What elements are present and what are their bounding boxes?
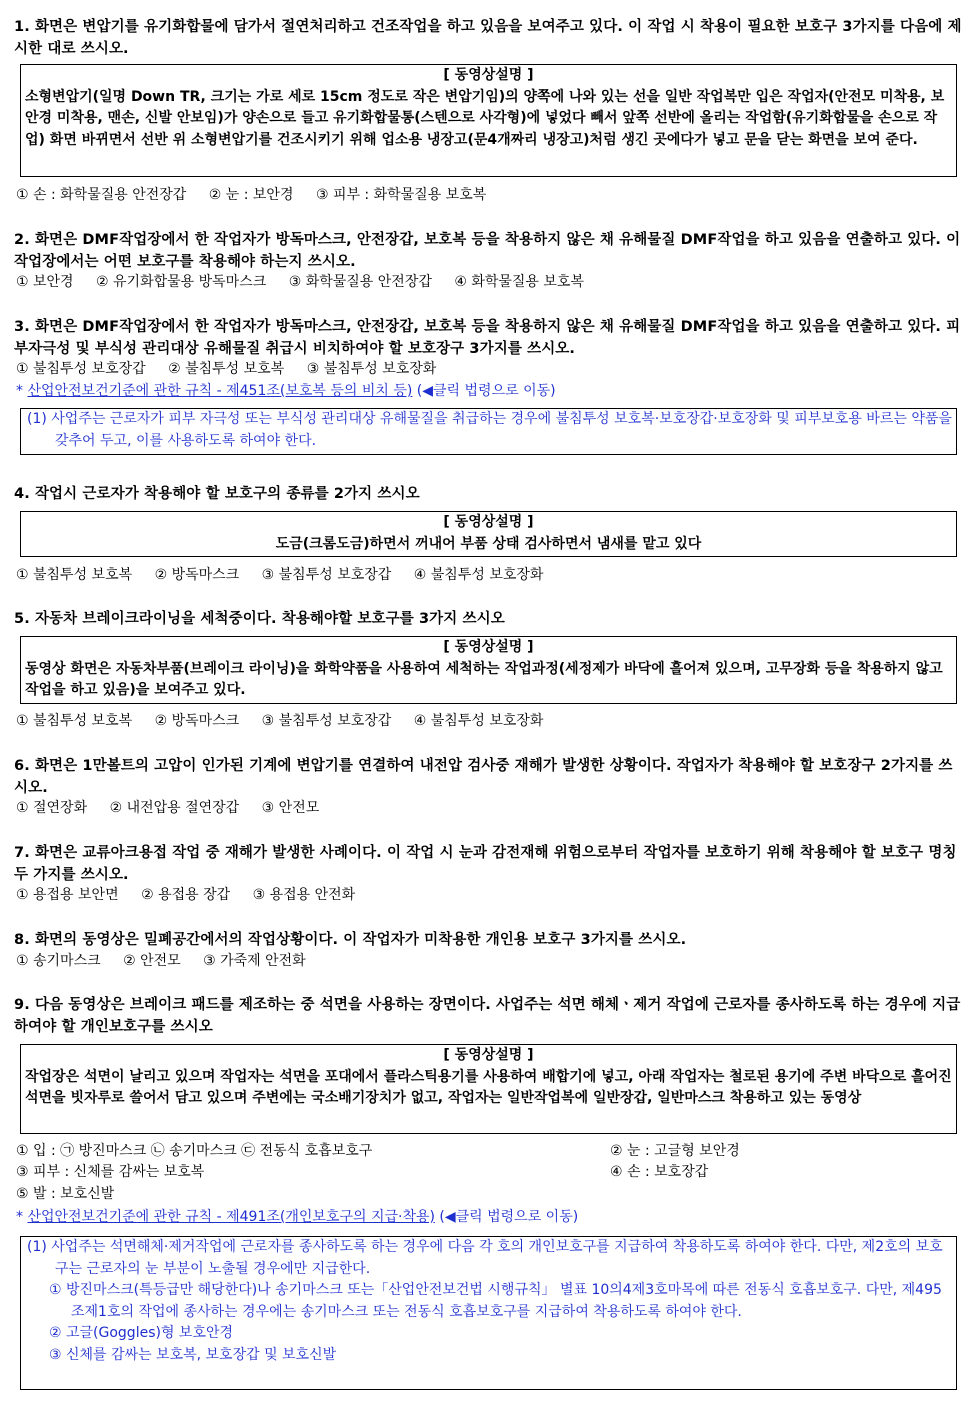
question-7: 7. 화면은 교류아크용접 작업 중 재해가 발생한 사례이다. 이 작업 시 눈과 감전재해 위험으로부터 작업자를 보호하기 위해 착용해야 할 보호구 명칭 두 가지를 쓰시오. bbox=[14, 845, 957, 883]
question-4: 4. 작업시 근로자가 착용해야 할 보호구의 종류를 2가지 쓰시오 bbox=[14, 486, 420, 502]
answer: ③ 불침투성 보호장갑 bbox=[261, 567, 392, 583]
answer: ① 불침투성 보호복 bbox=[16, 713, 133, 729]
law-item: ① 방진마스크(특등급만 해당한다)나 송기마스크 또는「산업안전보건법 시행규칙」 별표 10의4제3호마목에 따른 전동식 호흡보호구. 다만, 제495조제1호의 작업에 종사하는 경우에는 송기마스크 또는 전동식 호흡보호구를 지급하여 착용하도록 하여야 한다. bbox=[49, 1282, 942, 1320]
answer: ② 용접용 장갑 bbox=[141, 887, 231, 903]
answer-hand: ④ 손 : 보호장갑 bbox=[610, 1164, 709, 1180]
law-item: ② 고글(Goggles)형 보호안경 bbox=[49, 1325, 234, 1342]
question-3: 3. 화면은 DMF작업장에서 한 작업자가 방독마스크, 안전장갑, 보호복 등을 착용하지 않은 채 유해물질 DMF작업을 하고 있음을 연출하고 있다. 피부자극성 및 부식성 관리대상 유해물질 취급시 비치하여야 할 보호장구 3가지를 쓰시오. bbox=[14, 319, 961, 357]
question-6: 6. 화면은 1만볼트의 고압이 인가된 기계에 변압기를 연결하여 내전압 검사중 재해가 발생한 상황이다. 작업자가 착용해야 할 보호장구 2가지를 쓰시오. bbox=[14, 758, 953, 796]
answers-8 bbox=[16, 951, 324, 972]
answer: ④ 불침투성 보호장화 bbox=[413, 713, 544, 729]
link-bullet: * bbox=[16, 1209, 28, 1225]
question-1: 1. 화면은 변압기를 유기화합물에 담가서 절연처리하고 건조작업을 하고 있음을 보여주고 있다. 이 작업 시 착용이 필요한 보호구 3가지를 다음에 제시한 대로 쓰시오. bbox=[14, 19, 962, 57]
answer-mouth: ① 입 : ㉠ 방진마스크 ㉡ 송기마스크 ㉢ 전동식 호흡보호구 bbox=[16, 1143, 373, 1159]
answers-7 bbox=[16, 885, 373, 906]
box-title: [ 동영상설명 ] bbox=[443, 1047, 534, 1063]
question-5: 5. 자동차 브레이크라이닝을 세척중이다. 착용해야할 보호구를 3가지 쓰시오 bbox=[14, 611, 505, 627]
answer: ③ 화학물질용 안전장갑 bbox=[288, 274, 432, 290]
law-text: (1) 사업주는 근로자가 피부 자극성 또는 부식성 관리대상 유해물질을 취급하는 경우에 불침투성 보호복·보호장갑·보호장화 및 피부보호용 바르는 약품을 갖추어 두고, 이를 사용하도록 하여야 한다. bbox=[27, 411, 952, 449]
law-text-box-3 bbox=[20, 408, 957, 455]
answer: ① 불침투성 보호복 bbox=[16, 567, 133, 583]
answer: ② 방독마스크 bbox=[154, 567, 240, 583]
box-body: 소형변압기(일명 Down TR, 크기는 가로 세로 15cm 정도로 작은 변압기임)의 양쪽에 나와 있는 선을 일반 작업복만 입은 작업자(안전모 미착용, 보안경 미착용, 맨손, 신발 안보임)가 양손으로 들고 유기화합물통(스텐으로 사각형)에 넣었다 빼서 앞쪽 선반에 올리는 작업함(유기화합물을 손으로 작업) 화면 바뀌면서 선반 위 소형변압기를 건조시키기 위해 업소용 냉장고(문4개짜리 냉장고)처럼 생긴 곳에다가 넣고 문을 닫는 화면을 보여 준다. bbox=[25, 88, 945, 148]
law-link-row-9 bbox=[16, 1207, 578, 1228]
question-8: 8. 화면의 동영상은 밀폐공간에서의 작업상황이다. 이 작업자가 미착용한 개인용 보호구 3가지를 쓰시오. bbox=[14, 932, 687, 948]
box-title: [ 동영상설명 ] bbox=[443, 67, 534, 83]
video-description-box-4 bbox=[20, 511, 957, 557]
answers-4 bbox=[16, 565, 561, 586]
answer: ② 방독마스크 bbox=[154, 713, 240, 729]
video-description-box-5 bbox=[20, 636, 957, 704]
law-item: ③ 신체를 감싸는 보호복, 보호장갑 및 보호신발 bbox=[49, 1346, 337, 1363]
video-description-box-1 bbox=[20, 64, 957, 177]
law-link-row-3 bbox=[16, 381, 556, 402]
law-text-intro: (1) 사업주는 석면해체·제거작업에 근로자를 종사하도록 하는 경우에 다음 각 호의 개인보호구를 지급하여 착용하도록 하여야 한다. 다만, 제2호의 보호구는 근로자의 눈 부분이 노출될 경우에만 지급한다. bbox=[27, 1239, 943, 1277]
answer: ③ 피부 : 화학물질용 보호복 bbox=[315, 187, 487, 203]
link-hint: (◀클릭 법령으로 이동) bbox=[412, 383, 556, 399]
answer: ① 보안경 bbox=[16, 274, 74, 290]
answers-5 bbox=[16, 711, 561, 732]
answer: ④ 화학물질용 보호복 bbox=[454, 274, 584, 290]
answer: ① 손 : 화학물질용 안전장갑 bbox=[16, 187, 187, 203]
law-link-451[interactable]: 산업안전보건기준에 관한 규칙 - 제451조(보호복 등의 비치 등) bbox=[27, 383, 413, 399]
answer: ③ 용접용 안전화 bbox=[252, 887, 356, 903]
answers-6 bbox=[16, 798, 337, 819]
answers-1 bbox=[16, 185, 504, 206]
law-link-491[interactable]: 산업안전보건기준에 관한 규칙 - 제491조(개인보호구의 지급·착용) bbox=[27, 1209, 435, 1225]
answer: ② 유기화합물용 방독마스크 bbox=[96, 274, 267, 290]
answer: ② 안전모 bbox=[123, 953, 181, 969]
answer: ③ 안전모 bbox=[261, 800, 320, 816]
question-9: 9. 다음 동영상은 브레이크 패드를 제조하는 중 석면을 사용하는 장면이다. 사업주는 석면 해체ㆍ제거 작업에 근로자를 종사하도록 하는 경우에 지급하여야 할 개인보호구를 쓰시오 bbox=[14, 997, 961, 1035]
box-body: 작업장은 석면이 날리고 있으며 작업자는 석면을 포대에서 플라스틱용기를 사용하여 배합기에 넣고, 아래 작업자는 철로된 용기에 주변 바닥으로 흘어진 석면을 빗자루로 쓸어서 담고 있으며 주변에는 국소배기장치가 없고, 작업자는 일반작업복에 일반장갑, 일반마스크 착용하고 있는 동영상 bbox=[25, 1068, 952, 1107]
answer: ② 내전압용 절연장갑 bbox=[109, 800, 240, 816]
answer: ② 불침투성 보호복 bbox=[168, 361, 285, 377]
answer: ① 송기마스크 bbox=[16, 953, 101, 969]
link-hint: (◀클릭 법령으로 이동) bbox=[434, 1209, 579, 1225]
answer: ③ 가죽제 안전화 bbox=[203, 953, 306, 969]
box-body: 도금(크롬도금)하면서 꺼내어 부품 상태 검사하면서 냄새를 맡고 있다 bbox=[275, 535, 702, 552]
link-bullet: * bbox=[16, 383, 28, 399]
answer-foot: ⑤ 발 : 보호신발 bbox=[16, 1186, 115, 1202]
box-body: 동영상 화면은 자동차부품(브레이크 라이닝)을 화학약품을 사용하여 세척하는 작업과정(세정제가 바닥에 흘어져 있으며, 고무장화 등을 착용하지 않고 작업을 하고 있음)을 보여주고 있다. bbox=[25, 660, 943, 699]
answers-3 bbox=[16, 359, 454, 380]
question-2: 2. 화면은 DMF작업장에서 한 작업자가 방독마스크, 안전장갑, 보호복 등을 착용하지 않은 채 유해물질 DMF작업을 하고 있음을 연출하고 있다. 이 작업장에서는 어떤 보호구를 착용해야 하는지 쓰시오. bbox=[14, 232, 961, 270]
answers-2 bbox=[16, 272, 602, 293]
answer-eye: ② 눈 : 고글형 보안경 bbox=[610, 1143, 740, 1159]
answer-skin: ③ 피부 : 신체를 감싸는 보호복 bbox=[16, 1164, 205, 1180]
box-title: [ 동영상설명 ] bbox=[443, 639, 534, 655]
box-title: [ 동영상설명 ] bbox=[443, 514, 534, 530]
answer: ③ 불침투성 보호장갑 bbox=[261, 713, 392, 729]
law-text-box-9 bbox=[20, 1236, 957, 1390]
answer: ① 불침투성 보호장갑 bbox=[16, 361, 146, 377]
answer: ④ 불침투성 보호장화 bbox=[413, 567, 544, 583]
answer: ① 절연장화 bbox=[16, 800, 88, 816]
answer: ① 용접용 보안면 bbox=[16, 887, 119, 903]
video-description-box-9 bbox=[20, 1044, 957, 1134]
answer: ③ 불침투성 보호장화 bbox=[306, 361, 437, 377]
answer: ② 눈 : 보안경 bbox=[208, 187, 294, 203]
